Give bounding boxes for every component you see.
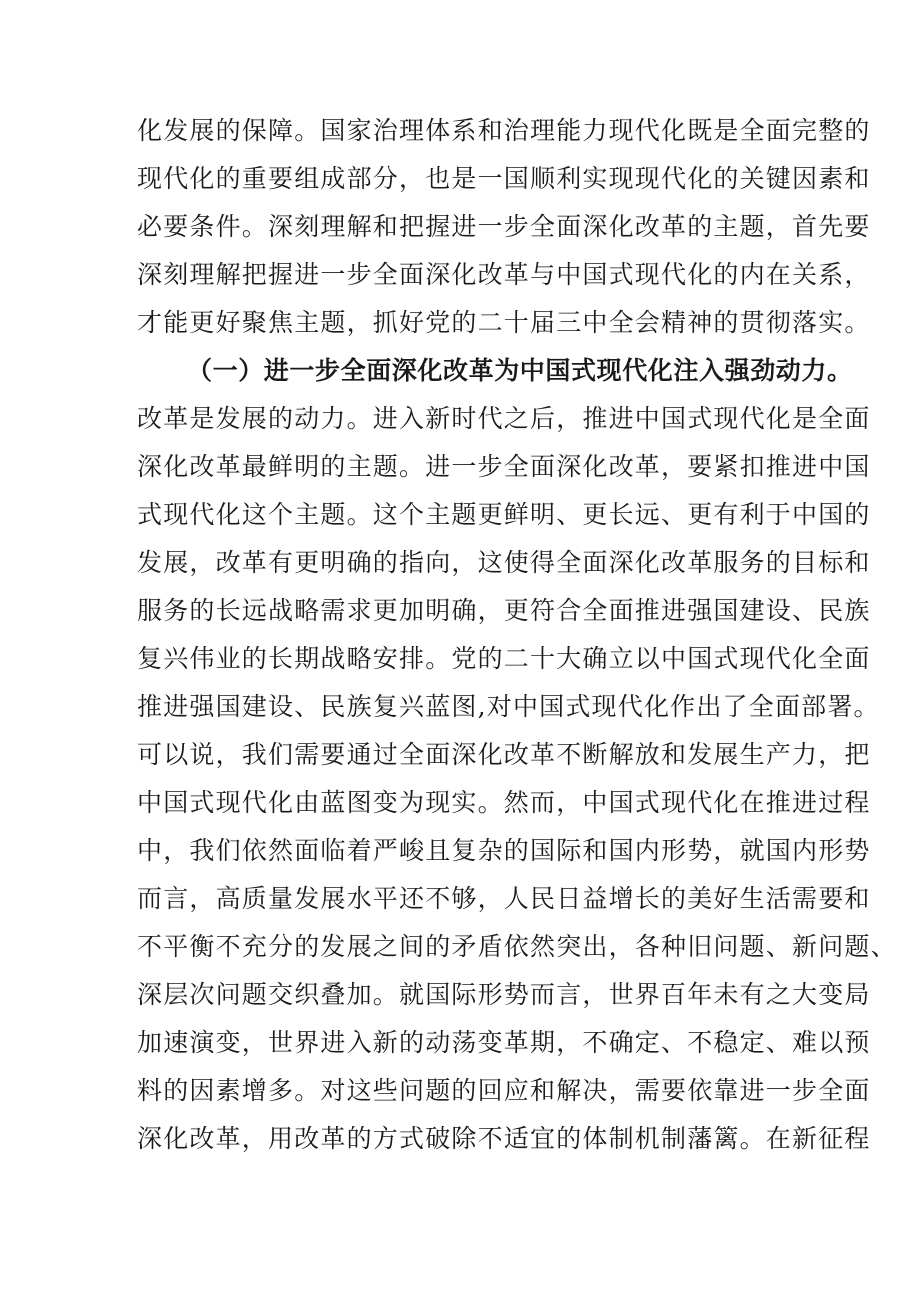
paragraph-line: 现代化的重要组成部分，也是一国顺利实现现代化的关键因素和: [137, 164, 871, 193]
paragraph-line: 发展，改革有更明确的指向，这使得全面深化改革服务的目标和: [137, 548, 871, 577]
paragraph-line: 服务的长远战略需求更加明确，更符合全面推进强国建设、民族: [137, 596, 871, 625]
paragraph-line: 深化改革，用改革的方式破除不适宜的体制机制藩篱。在新征程: [137, 1124, 871, 1153]
paragraph-line: 而言，高质量发展水平还不够，人民日益增长的美好生活需要和: [137, 884, 871, 913]
paragraph-line: 中国式现代化由蓝图变为现实。然而，中国式现代化在推进过程: [137, 788, 871, 817]
paragraph-line: 料的因素增多。对这些问题的回应和解决，需要依靠进一步全面: [137, 1076, 871, 1105]
paragraph-line: 才能更好聚焦主题，抓好党的二十届三中全会精神的贯彻落实。: [137, 308, 871, 337]
section-heading: （一）进一步全面深化改革为中国式现代化注入强劲动力。: [187, 356, 853, 385]
paragraph-line: 不平衡不充分的发展之间的矛盾依然突出，各种旧问题、新问题、: [137, 932, 897, 961]
paragraph-line: 改革是发展的动力。进入新时代之后，推进中国式现代化是全面: [137, 404, 871, 433]
paragraph-line: 加速演变，世界进入新的动荡变革期，不确定、不稳定、难以预: [137, 1028, 871, 1057]
paragraph-line: 化发展的保障。国家治理体系和治理能力现代化既是全面完整的: [137, 116, 871, 145]
paragraph-line: 式现代化这个主题。这个主题更鲜明、更长远、更有利于中国的: [137, 500, 871, 529]
paragraph-line: 可以说，我们需要通过全面深化改革不断解放和发展生产力，把: [137, 740, 871, 769]
paragraph-line: 必要条件。深刻理解和把握进一步全面深化改革的主题，首先要: [137, 212, 871, 241]
paragraph-line: 中，我们依然面临着严峻且复杂的国际和国内形势，就国内形势: [137, 836, 871, 865]
paragraph-line: 推进强国建设、民族复兴蓝图,对中国式现代化作出了全面部署。: [137, 692, 880, 721]
paragraph-line: 深层次问题交织叠加。就国际形势而言，世界百年未有之大变局: [137, 980, 871, 1009]
paragraph-line: 复兴伟业的长期战略安排。党的二十大确立以中国式现代化全面: [137, 644, 871, 673]
paragraph-line: 深刻理解把握进一步全面深化改革与中国式现代化的内在关系，: [137, 260, 871, 289]
paragraph-line: 深化改革最鲜明的主题。进一步全面深化改革，要紧扣推进中国: [137, 452, 871, 481]
